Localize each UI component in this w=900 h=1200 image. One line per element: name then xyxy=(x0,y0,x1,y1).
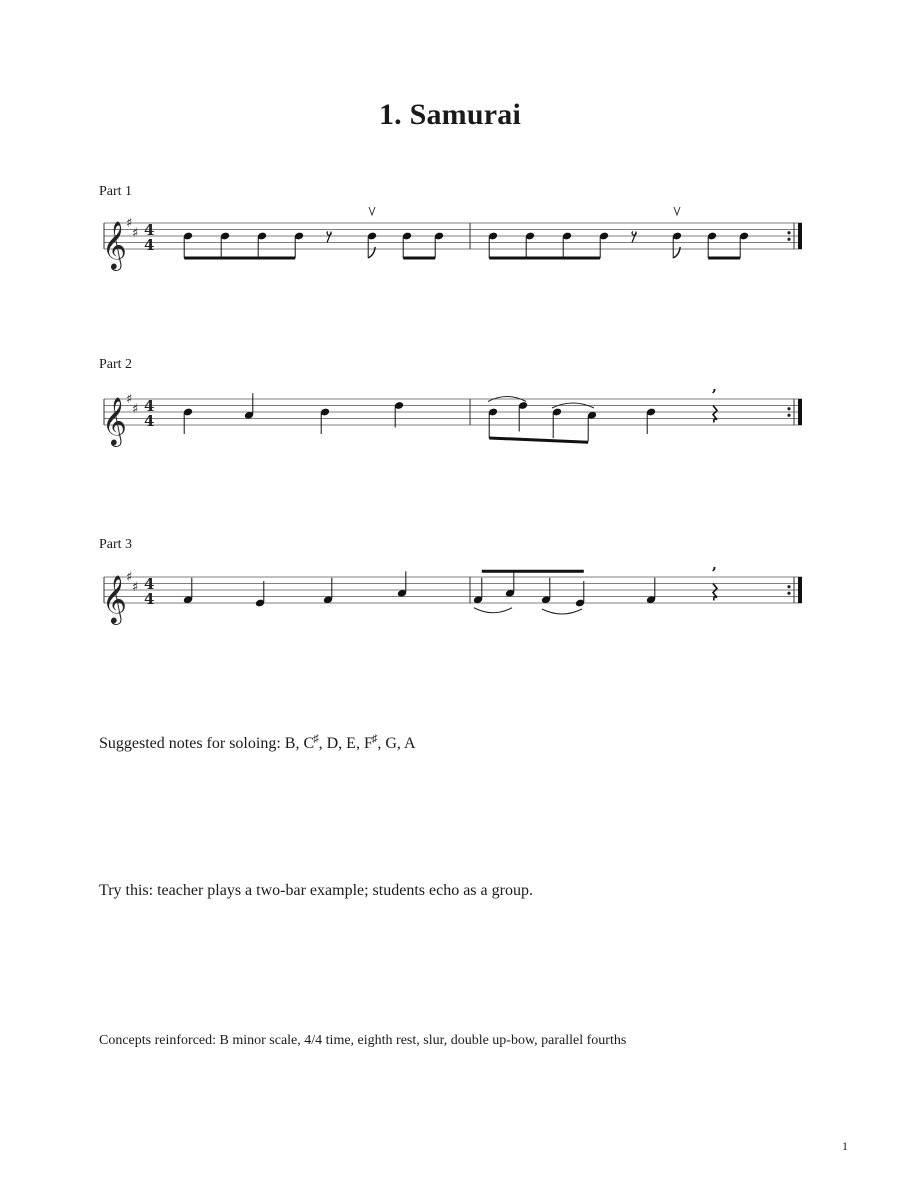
piece-title: 1. Samurai xyxy=(378,98,521,131)
page-number: 1 xyxy=(842,1139,848,1153)
breath-mark: , xyxy=(712,557,717,573)
beam xyxy=(489,257,600,260)
time-signature-top: 4 xyxy=(144,221,155,239)
treble-clef-icon: 𝄞 xyxy=(102,574,127,623)
part-3-label: Part 3 xyxy=(99,537,133,552)
final-barline xyxy=(798,223,802,249)
staff-part-3 xyxy=(100,557,810,637)
beam xyxy=(403,257,435,260)
sharp-sign: ♯ xyxy=(313,733,319,745)
key-signature-sharp: ♯ xyxy=(126,392,133,407)
repeat-dot xyxy=(787,592,790,595)
sharp-sign: ♯ xyxy=(371,733,378,745)
repeat-dot xyxy=(787,407,790,410)
time-signature-top: 4 xyxy=(144,397,155,415)
try-this-text: Try this: teacher plays a two-bar example; students echo as a group. xyxy=(99,882,533,899)
final-barline xyxy=(798,577,802,603)
beam xyxy=(184,257,295,260)
staff-part-2 xyxy=(100,379,810,459)
key-signature-sharp: ♯ xyxy=(132,579,139,595)
part-1-label: Part 1 xyxy=(99,184,133,199)
quarter-rest xyxy=(713,584,717,601)
treble-clef-icon: 𝄞 xyxy=(102,396,127,445)
treble-clef-icon: 𝄞 xyxy=(102,220,127,269)
soloing-suffix: , G, A xyxy=(377,735,416,752)
eighth-rest xyxy=(327,232,331,243)
breath-mark: , xyxy=(712,379,717,395)
repeat-dot xyxy=(787,231,790,234)
key-signature-sharp: ♯ xyxy=(126,570,133,585)
beam xyxy=(482,570,584,573)
eighth-rest xyxy=(632,232,636,243)
up-bow-icon xyxy=(369,207,375,215)
beam xyxy=(708,257,740,260)
soloing-mid: , D, E, F xyxy=(318,735,373,752)
concepts-text: Concepts reinforced: B minor scale, 4/4 time, eighth rest, slur, double up-bow, parallel fourths xyxy=(99,1033,627,1048)
time-signature-bottom: 4 xyxy=(144,236,155,254)
key-signature-sharp: ♯ xyxy=(132,225,139,241)
repeat-dot xyxy=(787,585,790,588)
key-signature-sharp: ♯ xyxy=(126,216,133,231)
repeat-dot xyxy=(787,238,790,241)
time-signature-bottom: 4 xyxy=(144,412,155,430)
key-signature-sharp: ♯ xyxy=(132,401,139,417)
final-barline xyxy=(798,399,802,425)
quarter-rest xyxy=(713,406,717,423)
soloing-notes-text xyxy=(99,733,416,753)
repeat-dot xyxy=(787,414,790,417)
beam xyxy=(489,438,588,442)
slur xyxy=(542,609,582,614)
time-signature-bottom: 4 xyxy=(144,590,155,608)
part-2-label: Part 2 xyxy=(99,357,133,372)
slur xyxy=(474,608,512,613)
time-signature-top: 4 xyxy=(144,575,155,593)
up-bow-icon xyxy=(674,207,680,215)
soloing-prefix: Suggested notes for soloing: B, C xyxy=(99,735,315,752)
staff-part-1 xyxy=(100,203,810,283)
